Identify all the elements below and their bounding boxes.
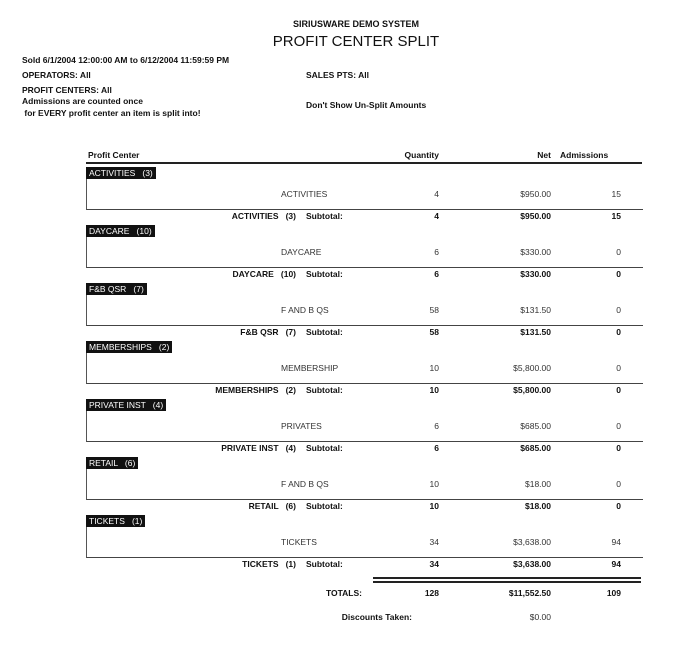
subtotal-name: RETAIL (6) xyxy=(248,501,296,511)
item-net: $3,638.00 xyxy=(513,537,551,547)
admissions-note-line1: Admissions are counted once xyxy=(22,96,143,106)
item-admissions: 0 xyxy=(616,479,621,489)
totals-rule-bottom xyxy=(373,581,641,583)
subtotal-label: Subtotal: xyxy=(306,327,343,337)
subtotal-name: PRIVATE INST (4) xyxy=(221,443,296,453)
totals-net: $11,552.50 xyxy=(508,588,551,598)
subtotal-admissions: 0 xyxy=(616,443,621,453)
item-admissions: 0 xyxy=(616,247,621,257)
col-profit-center: Profit Center xyxy=(88,150,140,160)
item-admissions: 0 xyxy=(616,421,621,431)
subtotal-label: Subtotal: xyxy=(306,501,343,511)
totals-quantity: 128 xyxy=(424,588,439,598)
totals-admissions: 109 xyxy=(606,588,621,598)
col-admissions: Admissions xyxy=(560,150,609,160)
item-name: ACTIVITIES xyxy=(281,189,328,199)
subtotal-quantity: 34 xyxy=(429,559,439,569)
col-quantity: Quantity xyxy=(404,150,439,160)
subtotal-net: $5,800.00 xyxy=(513,385,551,395)
unsplit-option: Don't Show Un-Split Amounts xyxy=(306,100,427,110)
subtotal-label: Subtotal: xyxy=(306,385,343,395)
item-net: $330.00 xyxy=(520,247,551,257)
item-admissions: 0 xyxy=(616,363,621,373)
item-quantity: 4 xyxy=(434,189,439,199)
group-label: MEMBERSHIPS (2) xyxy=(86,341,172,353)
item-admissions: 15 xyxy=(611,189,621,199)
subtotal-name: MEMBERSHIPS (2) xyxy=(215,385,296,395)
group-label: F&B QSR (7) xyxy=(86,283,147,295)
item-quantity: 34 xyxy=(429,537,439,547)
subtotal-admissions: 15 xyxy=(611,211,621,221)
item-name: TICKETS xyxy=(281,537,317,547)
item-net: $685.00 xyxy=(520,421,551,431)
item-net: $18.00 xyxy=(525,479,551,489)
admissions-note-line2: for EVERY profit center an item is split into! xyxy=(22,108,201,118)
item-quantity: 58 xyxy=(429,305,439,315)
subtotal-label: Subtotal: xyxy=(306,443,343,453)
subtotal-name: F&B QSR (7) xyxy=(240,327,296,337)
group-label: PRIVATE INST (4) xyxy=(86,399,166,411)
item-quantity: 10 xyxy=(429,363,439,373)
subtotal-admissions: 0 xyxy=(616,501,621,511)
subtotal-label: Subtotal: xyxy=(306,269,343,279)
group-label: RETAIL (6) xyxy=(86,457,138,469)
item-quantity: 10 xyxy=(429,479,439,489)
subtotal-name: ACTIVITIES (3) xyxy=(231,211,296,221)
operators-filter: OPERATORS: All xyxy=(22,70,91,80)
item-net: $950.00 xyxy=(520,189,551,199)
subtotal-net: $131.50 xyxy=(520,327,551,337)
item-admissions: 0 xyxy=(616,305,621,315)
subtotal-label: Subtotal: xyxy=(306,559,343,569)
item-name: DAYCARE xyxy=(281,247,322,257)
subtotal-quantity: 4 xyxy=(434,211,439,221)
item-name: PRIVATES xyxy=(281,421,322,431)
subtotal-net: $3,638.00 xyxy=(513,559,551,569)
subtotal-admissions: 94 xyxy=(611,559,621,569)
totals-rule-top xyxy=(373,577,641,579)
subtotal-net: $18.00 xyxy=(525,501,551,511)
item-net: $5,800.00 xyxy=(513,363,551,373)
item-quantity: 6 xyxy=(434,421,439,431)
col-net: Net xyxy=(537,150,551,160)
subtotal-quantity: 6 xyxy=(434,443,439,453)
item-admissions: 94 xyxy=(611,537,621,547)
item-name: F AND B QS xyxy=(281,479,329,489)
group-label: ACTIVITIES (3) xyxy=(86,167,156,179)
subtotal-net: $950.00 xyxy=(520,211,551,221)
profit-centers-filter: PROFIT CENTERS: All xyxy=(22,85,112,95)
group-label: DAYCARE (10) xyxy=(86,225,155,237)
totals-label: TOTALS: xyxy=(325,588,362,598)
item-name: F AND B QS xyxy=(281,305,329,315)
system-name: SIRIUSWARE DEMO SYSTEM xyxy=(292,19,419,29)
subtotal-quantity: 10 xyxy=(429,385,439,395)
item-quantity: 6 xyxy=(434,247,439,257)
subtotal-admissions: 0 xyxy=(616,269,621,279)
header-rule xyxy=(86,162,642,164)
subtotal-admissions: 0 xyxy=(616,385,621,395)
item-name: MEMBERSHIP xyxy=(281,363,339,373)
date-range: Sold 6/1/2004 12:00:00 AM to 6/12/2004 11:59:59 PM xyxy=(22,55,230,65)
subtotal-quantity: 10 xyxy=(429,501,439,511)
group-label: TICKETS (1) xyxy=(86,515,145,527)
subtotal-label: Subtotal: xyxy=(306,211,343,221)
item-net: $131.50 xyxy=(520,305,551,315)
subtotal-net: $685.00 xyxy=(520,443,551,453)
discounts-value: $0.00 xyxy=(529,612,551,622)
sales-points-filter: SALES PTS: All xyxy=(306,70,369,80)
subtotal-quantity: 58 xyxy=(429,327,439,337)
report-title: PROFIT CENTER SPLIT xyxy=(272,33,440,50)
subtotal-quantity: 6 xyxy=(434,269,439,279)
subtotal-name: TICKETS (1) xyxy=(242,559,296,569)
discounts-label: Discounts Taken: xyxy=(341,612,412,622)
subtotal-net: $330.00 xyxy=(520,269,551,279)
subtotal-admissions: 0 xyxy=(616,327,621,337)
subtotal-name: DAYCARE (10) xyxy=(232,269,296,279)
